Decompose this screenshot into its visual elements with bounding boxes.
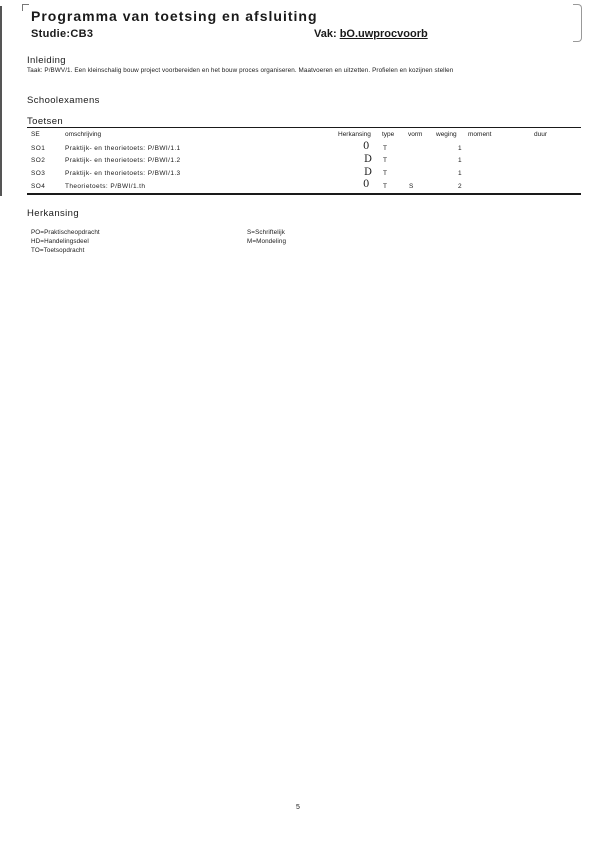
col-header-moment: moment bbox=[468, 131, 492, 138]
inleiding-heading: Inleiding bbox=[27, 55, 66, 66]
row-4-weging: 2 bbox=[458, 183, 463, 190]
row-2-se: SO2 bbox=[31, 157, 46, 164]
row-3-type: T bbox=[383, 170, 388, 177]
col-header-duur: duur bbox=[534, 131, 548, 138]
vak-label-text: Vak: bbox=[314, 28, 337, 40]
herkansing-heading: Herkansing bbox=[27, 208, 80, 219]
page-title: Programma van toetsing en afsluiting bbox=[31, 8, 318, 24]
studie-label: Studie:CB3 bbox=[31, 28, 94, 40]
row-1-type: T bbox=[383, 145, 388, 152]
legend-left-3: TO=Toetsopdracht bbox=[31, 247, 85, 254]
row-2-herkansing: D bbox=[364, 154, 373, 165]
row-2-weging: 1 bbox=[458, 157, 463, 164]
vak-label bbox=[314, 28, 428, 40]
row-3-omschrijving: Praktijk- en theorietoets: P/BWI/1.3 bbox=[65, 170, 181, 177]
col-header-vorm: vorm bbox=[408, 131, 423, 138]
row-1-omschrijving: Praktijk- en theorietoets: P/BWI/1.1 bbox=[65, 145, 181, 152]
row-3-se: SO3 bbox=[31, 170, 46, 177]
col-header-type: type bbox=[382, 131, 395, 138]
left-margin-bar bbox=[0, 6, 2, 196]
legend-right-2: M=Mondeling bbox=[247, 238, 287, 245]
legend-left-1: PO=Praktischeopdracht bbox=[31, 229, 100, 236]
corner-mark-right bbox=[573, 4, 582, 42]
row-3-herkansing: D bbox=[364, 167, 373, 178]
toetsen-rule-top bbox=[27, 127, 581, 128]
row-1-herkansing: 0 bbox=[363, 141, 370, 152]
row-1-se: SO1 bbox=[31, 145, 46, 152]
row-1-weging: 1 bbox=[458, 145, 463, 152]
vak-value: bO.uwprocvoorb bbox=[339, 28, 428, 40]
col-header-weging: weging bbox=[436, 131, 457, 138]
row-2-omschrijving: Praktijk- en theorietoets: P/BWI/1.2 bbox=[65, 157, 181, 164]
row-4-omschrijving: Theorietoets: P/BWI/1.th bbox=[65, 183, 146, 190]
legend-left-2: HD=Handelingsdeel bbox=[31, 238, 89, 245]
row-4-se: SO4 bbox=[31, 183, 46, 190]
row-4-herkansing: 0 bbox=[363, 179, 370, 190]
page-number: 5 bbox=[296, 804, 300, 811]
toetsen-rule-bottom bbox=[27, 193, 581, 195]
col-header-se: SE bbox=[31, 131, 40, 138]
schoolexamens-heading: Schoolexamens bbox=[27, 95, 100, 106]
row-3-weging: 1 bbox=[458, 170, 463, 177]
corner-mark-left bbox=[22, 4, 29, 11]
inleiding-text: Taak: P/BWV/1. Een kleinschalig bouw project voorbereiden en het bouw proces organiseren. Maatvoeren en uitzetten. Profielen en kozijnen stellen bbox=[27, 67, 454, 74]
toetsen-heading: Toetsen bbox=[27, 116, 64, 127]
col-header-omschrijving: omschrijving bbox=[65, 131, 102, 138]
row-4-type: T bbox=[383, 183, 388, 190]
col-header-herkansing: Herkansing bbox=[338, 131, 371, 138]
row-4-vorm: S bbox=[409, 183, 414, 190]
row-2-type: T bbox=[383, 157, 388, 164]
legend-right-1: S=Schriftelijk bbox=[247, 229, 285, 236]
